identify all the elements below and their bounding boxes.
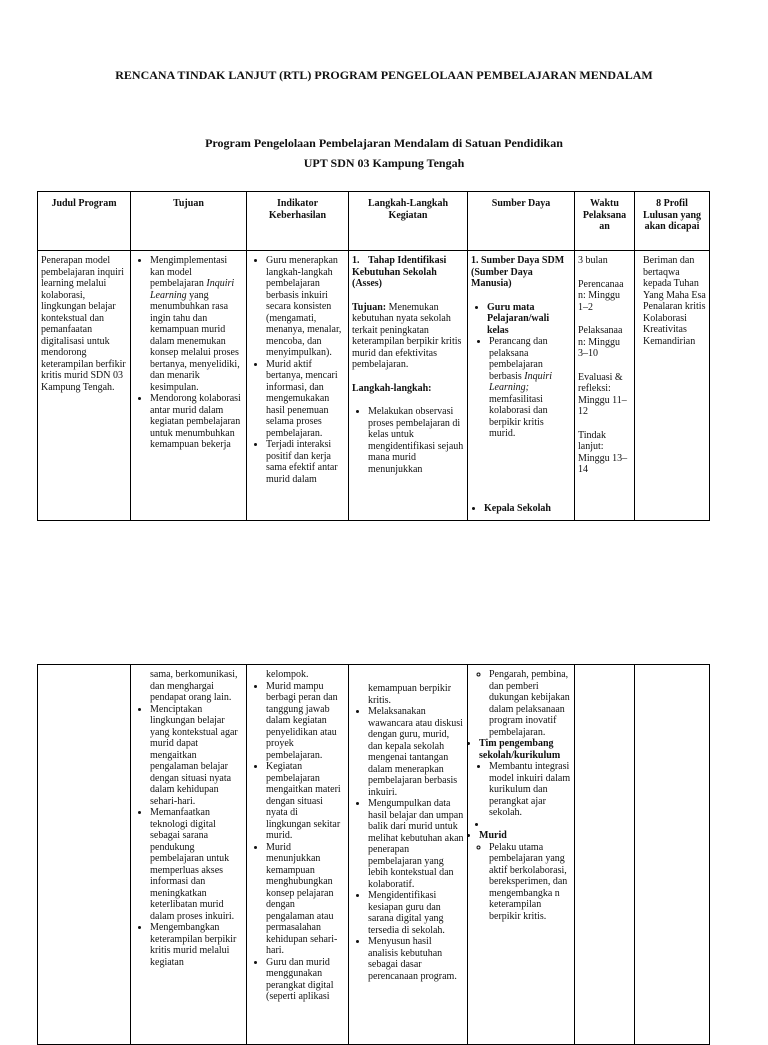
sumber-daya-cell	[468, 251, 575, 521]
indikator-item: • Terjadi interaksi positif dan kerja sama efektif antar murid dalam	[266, 439, 345, 485]
header-langkah: Langkah-Langkah Kegiatan	[349, 192, 468, 251]
langkah-cell	[349, 251, 468, 521]
tujuan-item: • Memanfaatkan teknologi digital sebagai sarana pendukung pembelajaran untuk memperluas akses informasi dan meningkatkan keterlibatan murid dalam proses inkuiri.	[150, 807, 243, 922]
indikator-continued: kelompok.	[266, 669, 309, 680]
sumber-kepala: • Kepala Sekolah	[484, 503, 551, 515]
profil-item: • Beriman dan bertaqwa kepada Tuhan Yang Maha Esa	[643, 255, 706, 301]
langkah-item: • Mengumpulkan data hasil belajar dan umpan balik dari murid untuk melihat kebutuhan akan penerapan pembelajaran yang lebih kontekstual dan kolaboratif.	[368, 798, 464, 890]
tujuan-text: Mengimplementasi kan model pembelajaran	[150, 255, 228, 289]
profil-cell	[635, 251, 710, 521]
waktu-cell	[575, 665, 635, 1045]
rtl-table-page-2	[37, 664, 710, 1045]
rtl-table-page-1	[37, 191, 710, 521]
waktu-item: Perencanaa n: Minggu 1–2	[578, 278, 624, 313]
langkah-label: Langkah-langkah:	[352, 382, 432, 394]
tujuan-item: • Mendorong kolaborasi antar murid dalam kegiatan pembelajaran untuk menumbuhkan kemampuan bekerja	[150, 393, 243, 451]
header-row	[38, 192, 710, 251]
tujuan-text: yang menumbuhkan rasa ingin tahu dan kemampuan murid dalam menemukan konsep melalui proses bertanya, menyelidiki, dan menarik kesimpulan.	[150, 289, 240, 393]
langkah-continued: kemampuan berpikir kritis.	[368, 683, 452, 706]
tujuan-emphasis: Inquiri Learning	[150, 278, 235, 301]
sumber-guru: • Guru mata Pelajaran/wali kelas	[487, 302, 571, 337]
indikator-cell	[247, 251, 349, 521]
sumber-kepala-role: ◦ Pengarah, pembina, dan pemberi dukungan kebijakan dalam pelaksanaan program inovatif pembelajaran.	[489, 669, 571, 738]
indikator-item: • Murid aktif bertanya, mencari informasi, dan mengemukakan hasil penemuan selama proses pembelajaran.	[266, 359, 345, 440]
indikator-item: • Guru menerapkan langkah-langkah pembelajaran berbasis inkuiri secara konsisten (mengamati, menanya, menalar, mencoba, dan menyimpulkan).	[266, 255, 345, 359]
indikator-item: • Guru dan murid menggunakan perangkat digital (seperti aplikasi	[266, 957, 345, 1003]
langkah-heading: 1. Tahap Identifikasi Kebutuhan Sekolah (Asses)	[352, 255, 447, 289]
header-waktu: Waktu Pelaksana an	[575, 192, 635, 251]
school-name: UPT SDN 03 Kampung Tengah	[303, 156, 465, 170]
judul-program-cell	[38, 251, 131, 521]
tujuan-item: • Mengembangkan keterampilan berpikir kritis murid melalui kegiatan	[150, 922, 243, 968]
profil-cell	[635, 665, 710, 1045]
waktu-item: 3 bulan	[578, 255, 608, 266]
header-indikator: Indikator Keberhasilan	[247, 192, 349, 251]
indikator-cell	[247, 665, 349, 1045]
document-title: RENCANA TINDAK LANJUT (RTL) PROGRAM PENGELOLAAN PEMBELAJARAN MENDALAM	[115, 68, 653, 82]
profil-item: • Kreativitas	[643, 324, 706, 336]
profil-item: • Penalaran kritis	[643, 301, 706, 313]
program-row-continued	[38, 665, 710, 1045]
sumber-daya-cell	[468, 665, 575, 1045]
indikator-item: • Kegiatan pembelajaran mengaitkan materi dengan situasi nyata di lingkungan sekitar murid.	[266, 761, 345, 842]
header-sumber-daya: Sumber Daya	[468, 192, 575, 251]
sumber-tim: • Tim pengembang sekolah/kurikulum	[479, 738, 571, 761]
profil-item: • Kolaborasi	[643, 313, 706, 325]
langkah-item: • Melaksanakan wawancara atau diskusi dengan guru, murid, dan kepala sekolah mengenai tantangan dalam menerapkan pembelajaran berbasis inkuiri.	[368, 706, 464, 798]
sumber-tim-role: • Membantu integrasi model inkuiri dalam kurikulum dan perangkat ajar sekolah.	[489, 761, 571, 819]
header-judul-program: Judul Program	[38, 192, 131, 251]
sumber-murid-role: ◦ Pelaku utama pembelajaran yang aktif berkolaborasi, bereksperimen, dan mengembangka n keterampilan berpikir kritis.	[489, 842, 571, 923]
langkah-item: • Menyusun hasil analisis kebutuhan sebagai dasar perencanaan program.	[368, 936, 464, 982]
langkah-cell	[349, 665, 468, 1045]
profil-item: • Kemandirian	[643, 336, 706, 348]
indikator-item: • Murid menunjukkan kemampuan menghubungkan konsep pelajaran dengan pengalaman atau permasalahan kehidupan sehari-hari.	[266, 842, 345, 957]
sumber-heading: 1. Sumber Daya SDM (Sumber Daya Manusia)	[471, 255, 565, 289]
waktu-item: Evaluasi & refleksi: Minggu 11–12	[578, 371, 627, 417]
sumber-guru-role: • Perancang dan pelaksana pembelajaran berbasis Inquiri Learning; memfasilitasi kolaborasi dan berpikir kritis murid.	[489, 336, 571, 440]
judul-program-text: Penerapan model pembelajaran inquiri learning melalui kolaborasi, lingkungan belajar kontekstual dan pemanfaatan digitalisasi untuk mendorong keterampilan berfikir kritis murid SDN 03 Kampung Tengah.	[41, 255, 126, 393]
judul-program-cell	[38, 665, 131, 1045]
langkah-item: • Mengidentifikasi kesiapan guru dan sarana digital yang tersedia di sekolah.	[368, 890, 464, 936]
header-tujuan: Tujuan	[131, 192, 247, 251]
header-profil: 8 Profil Lulusan yang akan dicapai	[635, 192, 710, 251]
empty-bullet	[487, 819, 571, 831]
tujuan-cell	[131, 665, 247, 1045]
tujuan-item	[150, 255, 243, 393]
tujuan-cell	[131, 251, 247, 521]
waktu-item: Tindak lanjut: Minggu 13–14	[578, 429, 628, 475]
indikator-item: • Murid mampu berbagi peran dan tanggung jawab dalam kegiatan penyelidikan atau proyek pembelajaran.	[266, 681, 345, 762]
waktu-cell	[575, 251, 635, 521]
langkah-tujuan: Tujuan: Menemukan kebutuhan nyata sekolah terkait peningkatan keterampilan berpikir kritis murid dan efektivitas pembelajaran.	[352, 301, 462, 370]
program-row	[38, 251, 710, 521]
sumber-murid: • Murid	[479, 830, 571, 842]
document-subtitle: Program Pengelolaan Pembelajaran Mendalam di Satuan Pendidikan	[205, 136, 563, 150]
tujuan-item: • Menciptakan lingkungan belajar yang kontekstual agar murid dapat mengaitkan pengalaman belajar dengan situasi nyata dalam kehidupan sehari-hari.	[150, 704, 243, 808]
langkah-item: • Melakukan observasi proses pembelajaran di kelas untuk mengidentifikasi sejauh mana murid menunjukkan	[368, 406, 464, 475]
tujuan-continued: sama, berkomunikasi, dan menghargai pendapat orang lain.	[150, 669, 238, 703]
waktu-item: Pelaksanaa n: Minggu 3–10	[578, 325, 623, 359]
